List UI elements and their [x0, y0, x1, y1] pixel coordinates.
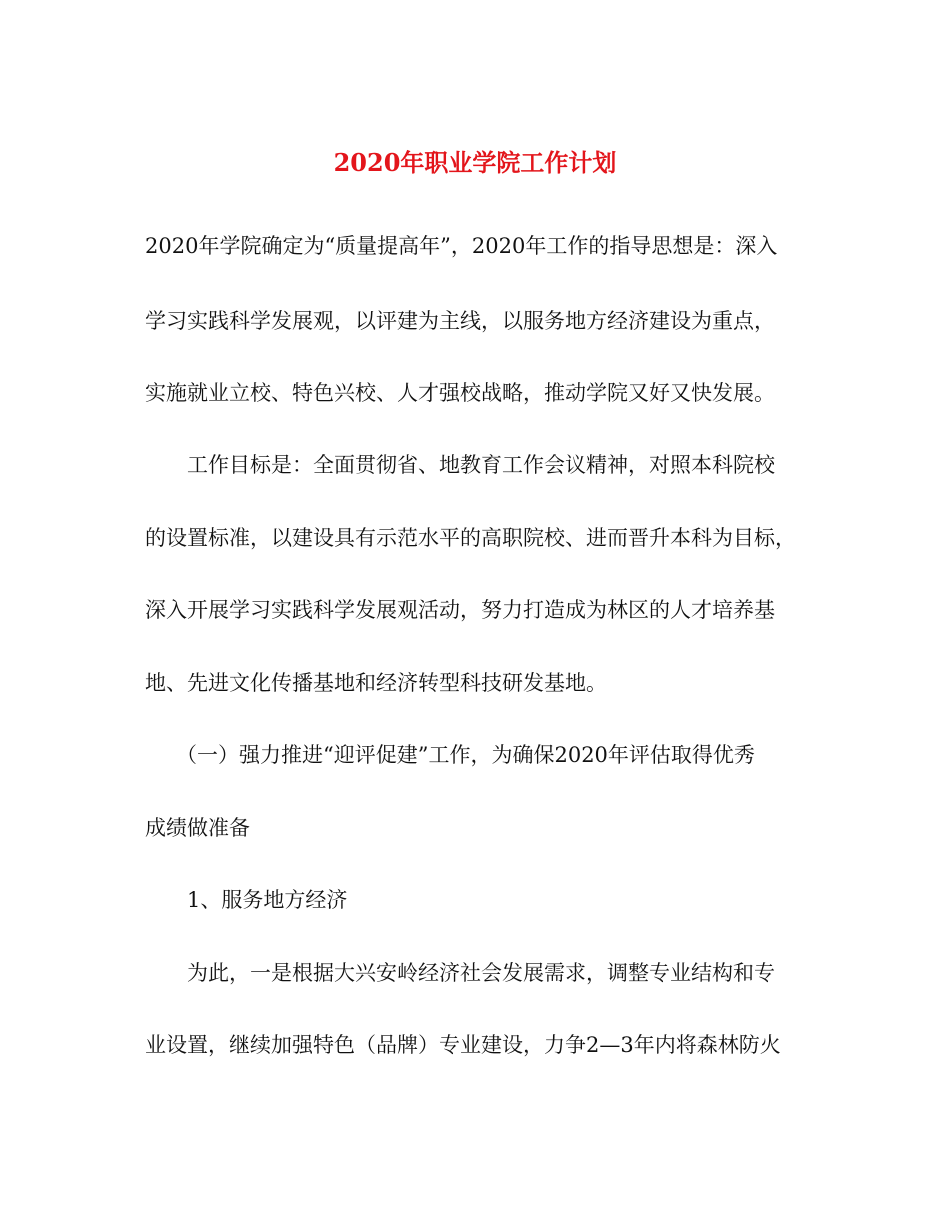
subsection-heading: 1、服务地方经济: [187, 888, 348, 912]
document-title: 2020年职业学院工作计划: [333, 148, 617, 177]
paragraph-2-line-4: 地、先进文化传播基地和经济转型科技研发基地。: [145, 671, 607, 695]
paragraph-2-line-1: 工作目标是：全面贯彻省、地教育工作会议精神，对照本科院校: [187, 453, 775, 477]
paragraph-3-line-2: 业设置，继续加强特色（品牌）专业建设，力争2—3年内将森林防火: [145, 1033, 781, 1057]
paragraph-3-line-1: 为此，一是根据大兴安岭经济社会发展需求，调整专业结构和专: [187, 961, 775, 985]
paragraph-1-line-1: 2020年学院确定为“质量提高年”，2020年工作的指导思想是：深入: [145, 234, 778, 258]
paragraph-1-line-2: 学习实践科学发展观，以评建为主线，以服务地方经济建设为重点，: [145, 309, 775, 333]
paragraph-2-line-3: 深入开展学习实践科学发展观活动，努力打造成为林区的人才培养基: [145, 598, 775, 622]
paragraph-2-line-2: 的设置标准，以建设具有示范水平的高职院校、进而晋升本科为目标，: [145, 526, 796, 550]
section-heading-line-2: 成绩做准备: [145, 816, 250, 840]
paragraph-1-line-3: 实施就业立校、特色兴校、人才强校战略，推动学院又好又快发展。: [145, 381, 775, 405]
section-heading-line-1: （一）强力推进“迎评促建”工作，为确保2020年评估取得优秀: [176, 743, 755, 767]
